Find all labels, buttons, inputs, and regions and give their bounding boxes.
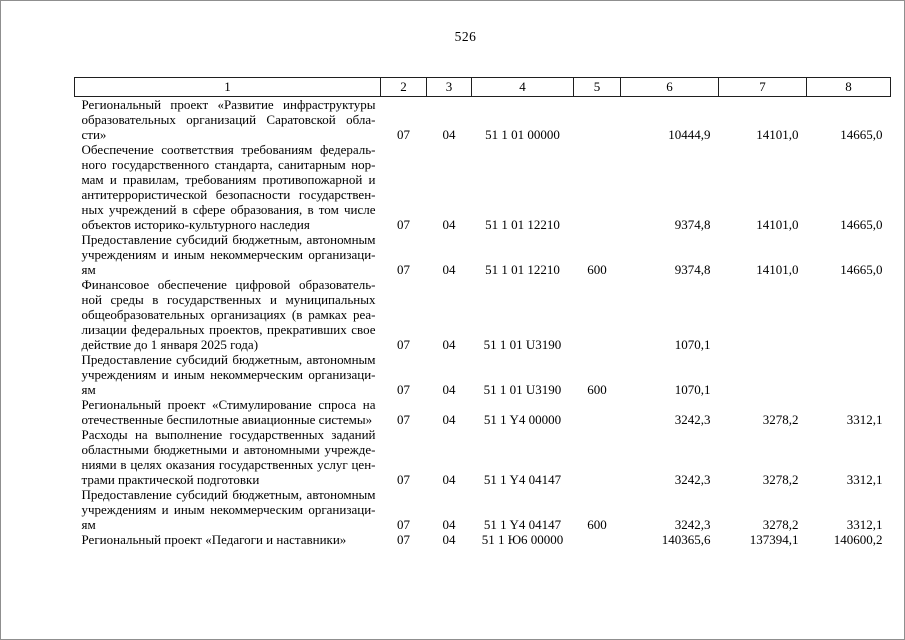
column-header-4: 4 <box>472 78 574 97</box>
row-col2-value: 07 <box>397 382 410 397</box>
row-col4-value: 51 1 Ю6 00000 <box>481 532 564 547</box>
row-name-line: общеобразовательных организациях (в рамках реа- <box>81 307 376 322</box>
table-row <box>75 397 891 427</box>
row-name-line: ниями в целях оказания государственных услуг цен- <box>81 457 376 472</box>
row-name-line: учреждениям и иным некоммерческим организаци- <box>81 247 376 262</box>
row-col3-value: 04 <box>442 472 456 487</box>
row-name-cell <box>75 142 381 232</box>
row-col7-value: 3278,2 <box>762 412 799 427</box>
row-col3-value: 04 <box>442 517 456 532</box>
row-col7-value: 3278,2 <box>762 517 799 532</box>
row-name-line: ного государственного стандарта, санитарным нор- <box>81 157 376 172</box>
row-col4-value: 51 1 Y4 04147 <box>483 472 562 487</box>
budget-table <box>74 77 891 547</box>
row-col2-value: 07 <box>397 262 410 277</box>
row-col4-value: 51 1 01 U3190 <box>483 337 562 352</box>
row-col5-value <box>574 97 621 143</box>
table-row <box>75 277 891 352</box>
row-name-line: ям <box>81 517 96 532</box>
row-col6-value: 1070,1 <box>674 337 711 352</box>
row-name-line: ям <box>81 262 96 277</box>
row-col6-value: 1070,1 <box>674 382 711 397</box>
row-name-line: учреждениям и иным некоммерческим организаци- <box>81 367 376 382</box>
row-name-line: ной среды в государственных и муниципальных <box>81 292 376 307</box>
row-col6-value: 10444,9 <box>668 127 711 142</box>
row-col2-value: 07 <box>397 517 410 532</box>
table-body <box>75 97 891 548</box>
row-name-line: сти» <box>81 127 107 142</box>
page-number: 526 <box>454 29 477 44</box>
row-name-line: трами практической подготовки <box>81 472 260 487</box>
row-col8-value: 14665,0 <box>840 127 883 142</box>
row-col6-value: 9374,8 <box>674 262 711 277</box>
row-col3-value: 04 <box>442 412 456 427</box>
row-name-line: Расходы на выполнение государственных заданий <box>81 427 376 442</box>
row-col7-value: 14101,0 <box>756 262 799 277</box>
row-name-cell <box>75 427 381 487</box>
row-name-cell <box>75 487 381 532</box>
row-name-line: ям <box>81 382 96 397</box>
row-name-cell <box>75 277 381 352</box>
row-name-cell <box>75 97 381 143</box>
row-col6-value: 140365,6 <box>661 532 711 547</box>
row-col3-value: 04 <box>442 262 456 277</box>
row-name-cell <box>75 532 381 547</box>
row-col4-value: 51 1 01 12210 <box>485 217 560 232</box>
row-col7-value <box>719 277 807 352</box>
row-col8-value: 3312,1 <box>846 412 883 427</box>
column-header-1: 1 <box>75 78 381 97</box>
row-name-line: Региональный проект «Развитие инфраструктуры <box>81 97 376 112</box>
row-col7-value: 14101,0 <box>756 217 799 232</box>
row-col5-value <box>574 532 621 547</box>
table-row <box>75 97 891 143</box>
row-name-line: ных учреждений в сфере образования, в том числе <box>81 202 376 217</box>
row-col5-value: 600 <box>587 517 607 532</box>
row-name-line: образовательных организаций Саратовской обла- <box>81 112 376 127</box>
row-name-line: антитеррористической безопасности государствен- <box>81 187 376 202</box>
row-name-line: Обеспечение соответствия требованиям федераль- <box>81 142 376 157</box>
row-name-line: мам и правилам, требованиям противопожарной и <box>81 172 376 187</box>
row-col8-value: 140600,2 <box>833 532 883 547</box>
row-name-line: объектов историко-культурного наследия <box>81 217 310 232</box>
row-name-cell <box>75 232 381 277</box>
row-col7-value: 3278,2 <box>762 472 799 487</box>
row-col7-value: 14101,0 <box>756 127 799 142</box>
column-header-3: 3 <box>427 78 472 97</box>
row-col8-value: 3312,1 <box>846 472 883 487</box>
row-col8-value <box>807 352 891 397</box>
row-name-line: Предоставление субсидий бюджетным, автономным <box>81 487 376 502</box>
row-name-line: Предоставление субсидий бюджетным, автономным <box>81 352 376 367</box>
row-col8-value: 3312,1 <box>846 517 883 532</box>
table-header-row <box>75 78 891 97</box>
row-col4-value: 51 1 01 00000 <box>485 127 560 142</box>
row-col5-value: 600 <box>587 382 607 397</box>
row-name-line: Предоставление субсидий бюджетным, автономным <box>81 232 376 247</box>
table-row <box>75 427 891 487</box>
row-col5-value <box>574 397 621 427</box>
row-col3-value: 04 <box>442 337 456 352</box>
row-col2-value: 07 <box>397 532 410 547</box>
row-name-line: Региональный проект «Стимулирование спроса на <box>81 397 376 412</box>
row-col2-value: 07 <box>397 127 410 142</box>
column-header-2: 2 <box>381 78 427 97</box>
row-col2-value: 07 <box>397 217 410 232</box>
row-col6-value: 3242,3 <box>674 412 711 427</box>
row-name-line: отечественные беспилотные авиационные системы» <box>81 412 373 427</box>
row-col6-value: 9374,8 <box>674 217 711 232</box>
row-name-line: Финансовое обеспечение цифровой образователь- <box>81 277 376 292</box>
table-row <box>75 232 891 277</box>
row-col4-value: 51 1 Y4 04147 <box>483 517 562 532</box>
row-col2-value: 07 <box>397 472 410 487</box>
row-col4-value: 51 1 Y4 00000 <box>483 412 562 427</box>
row-name-line: Региональный проект «Педагоги и наставники» <box>81 532 347 547</box>
row-col3-value: 04 <box>442 382 456 397</box>
row-col3-value: 04 <box>442 217 456 232</box>
row-col6-value: 3242,3 <box>674 472 711 487</box>
row-name-line: действие до 1 января 2025 года) <box>81 337 259 352</box>
row-col5-value <box>574 427 621 487</box>
row-name-cell <box>75 352 381 397</box>
row-col7-value: 137394,1 <box>749 532 799 547</box>
row-col8-value: 14665,0 <box>840 262 883 277</box>
row-name-line: лизации федеральных проектов, прекративших свое <box>81 322 376 337</box>
row-col3-value: 04 <box>442 532 456 547</box>
row-col2-value: 07 <box>397 412 410 427</box>
row-col5-value: 600 <box>587 262 607 277</box>
table-row <box>75 532 891 547</box>
table-row <box>75 142 891 232</box>
row-col4-value: 51 1 01 U3190 <box>483 382 562 397</box>
row-name-line: областными бюджетными и автономными учрежде- <box>81 442 376 457</box>
row-col5-value <box>574 277 621 352</box>
table-row <box>75 352 891 397</box>
row-col4-value: 51 1 01 12210 <box>485 262 560 277</box>
row-col6-value: 3242,3 <box>674 517 711 532</box>
row-col2-value: 07 <box>397 337 410 352</box>
column-header-7: 7 <box>719 78 807 97</box>
row-col3-value: 04 <box>442 127 456 142</box>
column-header-8: 8 <box>807 78 891 97</box>
row-col8-value: 14665,0 <box>840 217 883 232</box>
column-header-6: 6 <box>621 78 719 97</box>
table-row <box>75 487 891 532</box>
column-header-5: 5 <box>574 78 621 97</box>
row-col5-value <box>574 142 621 232</box>
row-name-line: учреждениям и иным некоммерческим организаци- <box>81 502 376 517</box>
row-col8-value <box>807 277 891 352</box>
row-name-cell <box>75 397 381 427</box>
row-col7-value <box>719 352 807 397</box>
